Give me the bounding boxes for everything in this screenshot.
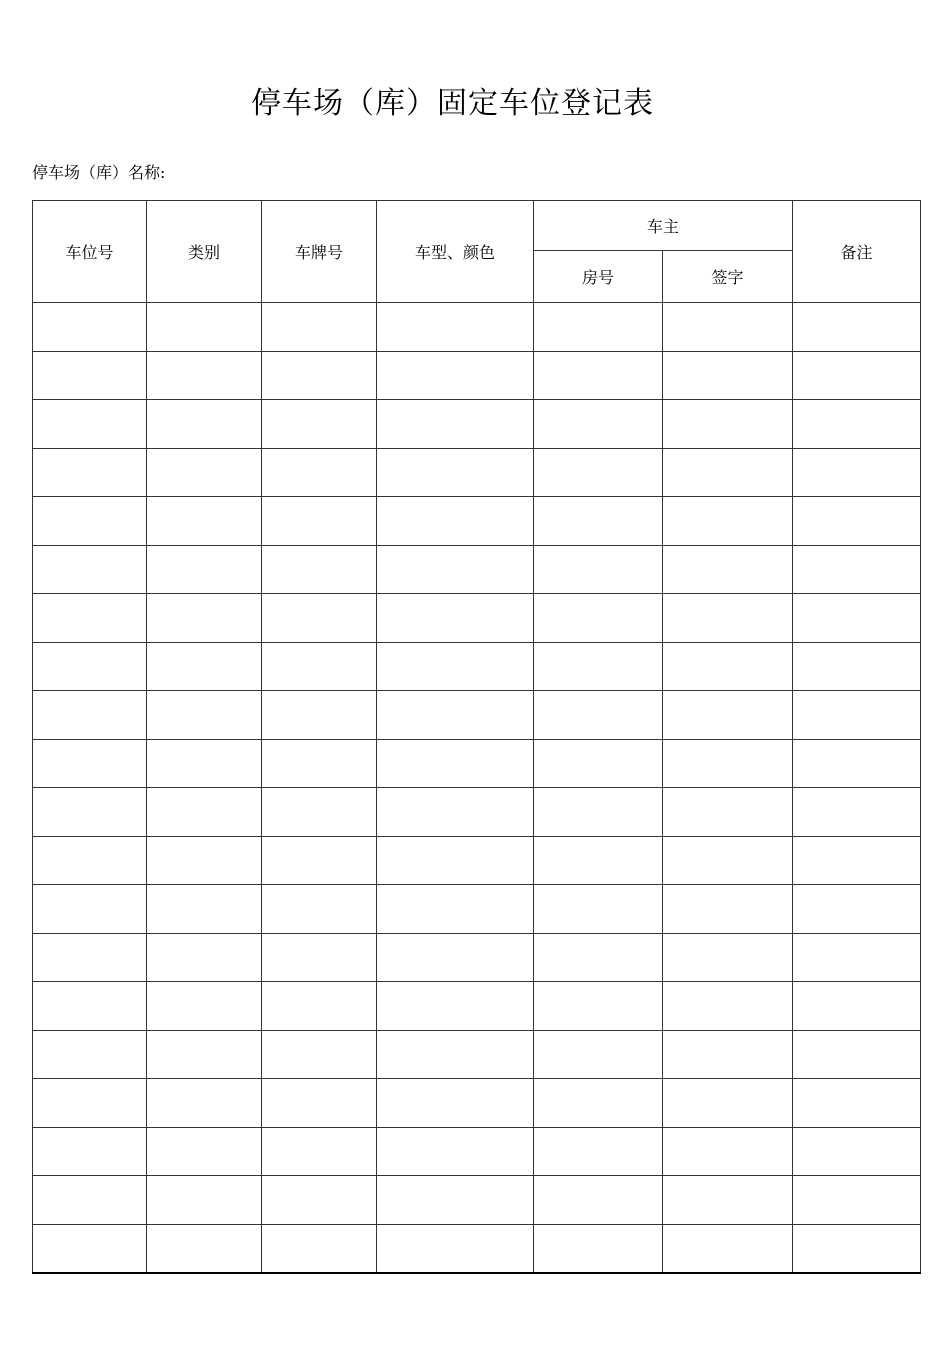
table-cell[interactable] xyxy=(33,1030,147,1079)
table-cell[interactable] xyxy=(663,1127,793,1176)
table-cell[interactable] xyxy=(377,885,534,934)
table-cell[interactable] xyxy=(793,691,921,740)
table-cell[interactable] xyxy=(663,448,793,497)
table-cell[interactable] xyxy=(663,885,793,934)
table-cell[interactable] xyxy=(377,1030,534,1079)
table-cell[interactable] xyxy=(793,739,921,788)
table-cell[interactable] xyxy=(147,303,262,352)
header-plate-no: 车牌号 xyxy=(262,201,377,303)
table-row xyxy=(33,448,921,497)
table-cell[interactable] xyxy=(663,739,793,788)
table-cell[interactable] xyxy=(147,885,262,934)
table-cell[interactable] xyxy=(793,1079,921,1128)
table-cell[interactable] xyxy=(534,836,663,885)
table-row xyxy=(33,1176,921,1225)
table-row xyxy=(33,739,921,788)
table-cell[interactable] xyxy=(33,303,147,352)
table-cell[interactable] xyxy=(534,1176,663,1225)
table-row xyxy=(33,933,921,982)
table-cell[interactable] xyxy=(663,642,793,691)
header-room-no: 房号 xyxy=(534,251,663,303)
table-cell[interactable] xyxy=(377,351,534,400)
header-remarks: 备注 xyxy=(793,201,921,303)
page-title: 停车场（库）固定车位登记表 xyxy=(251,86,654,121)
table-row xyxy=(33,1030,921,1079)
table-cell[interactable] xyxy=(377,1127,534,1176)
table-cell[interactable] xyxy=(534,400,663,449)
table-cell[interactable] xyxy=(793,642,921,691)
table-cell[interactable] xyxy=(262,448,377,497)
table-row xyxy=(33,642,921,691)
table-row xyxy=(33,1079,921,1128)
table-cell[interactable] xyxy=(793,982,921,1031)
table-cell[interactable] xyxy=(262,836,377,885)
table-cell[interactable] xyxy=(33,933,147,982)
table-cell[interactable] xyxy=(534,497,663,546)
table-cell[interactable] xyxy=(663,351,793,400)
table-cell[interactable] xyxy=(377,1176,534,1225)
table-cell[interactable] xyxy=(147,448,262,497)
table-cell[interactable] xyxy=(262,933,377,982)
table-cell[interactable] xyxy=(534,303,663,352)
table-cell[interactable] xyxy=(33,982,147,1031)
table-cell[interactable] xyxy=(377,497,534,546)
table-cell[interactable] xyxy=(663,836,793,885)
table-cell[interactable] xyxy=(793,885,921,934)
table-cell[interactable] xyxy=(377,788,534,837)
table-cell[interactable] xyxy=(147,739,262,788)
table-cell[interactable] xyxy=(33,691,147,740)
table-cell[interactable] xyxy=(262,691,377,740)
table-cell[interactable] xyxy=(377,545,534,594)
table-cell[interactable] xyxy=(534,545,663,594)
table-cell[interactable] xyxy=(663,1030,793,1079)
table-row xyxy=(33,1127,921,1176)
table-cell[interactable] xyxy=(262,497,377,546)
header-space-no: 车位号 xyxy=(33,201,147,303)
table-cell[interactable] xyxy=(377,594,534,643)
table-cell[interactable] xyxy=(663,982,793,1031)
table-cell[interactable] xyxy=(147,351,262,400)
table-cell[interactable] xyxy=(262,1030,377,1079)
table-cell[interactable] xyxy=(33,1176,147,1225)
table-cell[interactable] xyxy=(147,933,262,982)
table-cell[interactable] xyxy=(147,594,262,643)
table-row xyxy=(33,788,921,837)
table-cell[interactable] xyxy=(262,545,377,594)
table-row xyxy=(33,691,921,740)
table-cell[interactable] xyxy=(663,594,793,643)
table-cell[interactable] xyxy=(262,642,377,691)
table-cell[interactable] xyxy=(663,545,793,594)
table-cell[interactable] xyxy=(534,933,663,982)
table-cell[interactable] xyxy=(33,594,147,643)
table-row xyxy=(33,545,921,594)
table-cell[interactable] xyxy=(262,788,377,837)
table-cell[interactable] xyxy=(33,1079,147,1128)
table-cell[interactable] xyxy=(262,594,377,643)
table-cell[interactable] xyxy=(33,836,147,885)
table-cell[interactable] xyxy=(793,497,921,546)
table-cell[interactable] xyxy=(793,594,921,643)
table-cell[interactable] xyxy=(663,788,793,837)
table-cell[interactable] xyxy=(262,1079,377,1128)
table-cell[interactable] xyxy=(262,1127,377,1176)
table-cell[interactable] xyxy=(793,1127,921,1176)
table-cell[interactable] xyxy=(377,303,534,352)
table-row xyxy=(33,885,921,934)
table-cell[interactable] xyxy=(33,1224,147,1273)
table-cell[interactable] xyxy=(147,1127,262,1176)
table-cell[interactable] xyxy=(663,400,793,449)
table-cell[interactable] xyxy=(262,885,377,934)
table-cell[interactable] xyxy=(377,400,534,449)
parking-name-label: 停车场（库）名称: xyxy=(32,163,166,182)
table-cell[interactable] xyxy=(793,1224,921,1273)
table-cell[interactable] xyxy=(377,933,534,982)
table-cell[interactable] xyxy=(534,642,663,691)
table-cell[interactable] xyxy=(793,400,921,449)
table-cell[interactable] xyxy=(534,351,663,400)
table-cell[interactable] xyxy=(534,448,663,497)
table-cell[interactable] xyxy=(262,1176,377,1225)
table-cell[interactable] xyxy=(262,982,377,1031)
table-cell[interactable] xyxy=(262,400,377,449)
table-cell[interactable] xyxy=(534,885,663,934)
table-cell[interactable] xyxy=(377,642,534,691)
table-cell[interactable] xyxy=(262,739,377,788)
table-row xyxy=(33,594,921,643)
table-cell[interactable] xyxy=(262,351,377,400)
table-cell[interactable] xyxy=(377,691,534,740)
table-cell[interactable] xyxy=(33,1127,147,1176)
table-row xyxy=(33,1224,921,1273)
table-cell[interactable] xyxy=(663,1079,793,1128)
table-cell[interactable] xyxy=(793,933,921,982)
table-cell[interactable] xyxy=(33,448,147,497)
table-cell[interactable] xyxy=(33,885,147,934)
table-cell[interactable] xyxy=(147,642,262,691)
table-cell[interactable] xyxy=(33,788,147,837)
table-cell[interactable] xyxy=(147,1176,262,1225)
table-cell[interactable] xyxy=(377,739,534,788)
table-cell[interactable] xyxy=(147,497,262,546)
table-cell[interactable] xyxy=(793,1030,921,1079)
table-cell[interactable] xyxy=(534,1030,663,1079)
table-row xyxy=(33,982,921,1031)
table-cell[interactable] xyxy=(793,303,921,352)
table-row xyxy=(33,497,921,546)
table-cell[interactable] xyxy=(147,788,262,837)
table-cell[interactable] xyxy=(147,400,262,449)
table-cell[interactable] xyxy=(33,642,147,691)
table-cell[interactable] xyxy=(33,400,147,449)
table-row xyxy=(33,303,921,352)
table-row xyxy=(33,400,921,449)
table-cell[interactable] xyxy=(663,933,793,982)
table-cell[interactable] xyxy=(33,497,147,546)
table-cell[interactable] xyxy=(534,594,663,643)
table-cell[interactable] xyxy=(663,303,793,352)
table-cell[interactable] xyxy=(377,836,534,885)
table-cell[interactable] xyxy=(377,1224,534,1273)
table-cell[interactable] xyxy=(377,448,534,497)
table-cell[interactable] xyxy=(147,982,262,1031)
table-cell[interactable] xyxy=(147,1030,262,1079)
table-cell[interactable] xyxy=(793,788,921,837)
table-cell[interactable] xyxy=(534,1127,663,1176)
table-cell[interactable] xyxy=(534,691,663,740)
table-row xyxy=(33,351,921,400)
registration-table xyxy=(32,200,921,1274)
table-cell[interactable] xyxy=(262,1224,377,1273)
header-model-color: 车型、颜色 xyxy=(377,201,534,303)
table-cell[interactable] xyxy=(147,836,262,885)
table-cell[interactable] xyxy=(793,1176,921,1225)
header-owner: 车主 xyxy=(534,201,793,251)
table-cell[interactable] xyxy=(793,351,921,400)
table-cell[interactable] xyxy=(147,691,262,740)
table-cell[interactable] xyxy=(147,545,262,594)
table-cell[interactable] xyxy=(663,1224,793,1273)
table-cell[interactable] xyxy=(793,545,921,594)
table-cell[interactable] xyxy=(793,448,921,497)
table-cell[interactable] xyxy=(663,1176,793,1225)
table-row xyxy=(33,836,921,885)
table-cell[interactable] xyxy=(377,982,534,1031)
table-cell[interactable] xyxy=(33,351,147,400)
table-cell[interactable] xyxy=(262,303,377,352)
table-cell[interactable] xyxy=(147,1079,262,1128)
table-cell[interactable] xyxy=(793,836,921,885)
table-cell[interactable] xyxy=(33,545,147,594)
table-cell[interactable] xyxy=(147,1224,262,1273)
header-signature: 签字 xyxy=(663,251,793,303)
table-body xyxy=(33,303,921,1274)
table-cell[interactable] xyxy=(534,1224,663,1273)
table-cell[interactable] xyxy=(663,497,793,546)
table-cell[interactable] xyxy=(534,739,663,788)
table-cell[interactable] xyxy=(534,982,663,1031)
table-cell[interactable] xyxy=(663,691,793,740)
table-cell[interactable] xyxy=(377,1079,534,1128)
header-category: 类别 xyxy=(147,201,262,303)
table-cell[interactable] xyxy=(534,788,663,837)
table-cell[interactable] xyxy=(33,739,147,788)
table-cell[interactable] xyxy=(534,1079,663,1128)
